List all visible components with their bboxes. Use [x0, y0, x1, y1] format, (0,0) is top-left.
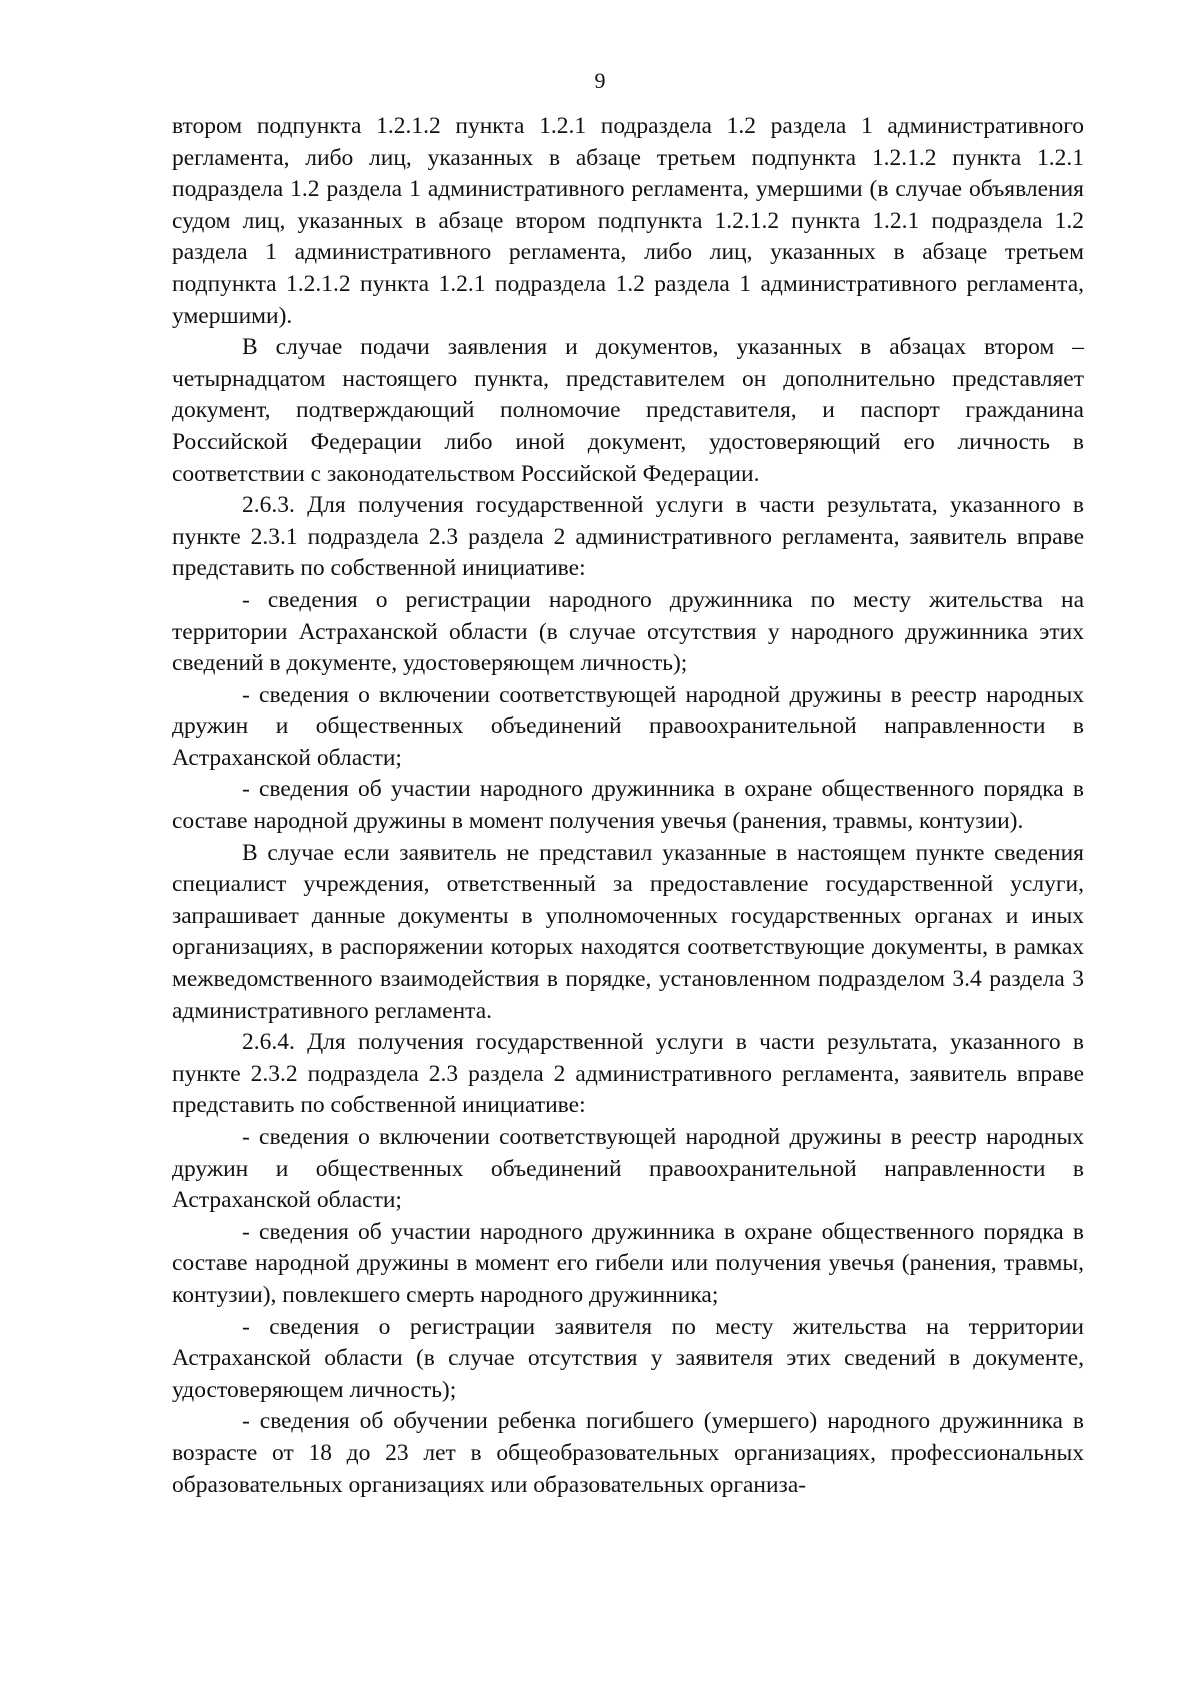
body-text: [172, 111, 1084, 1501]
paragraph-8: 2.6.4. Для получения государственной услуги в части результата, указанного в пункте 2.3.2 подраздела 2.3 раздела 2 административного регламента, заявитель вправе представить по собственной инициативе:: [172, 1029, 1084, 1119]
list-item: - сведения о включении соответствующей народной дружины в реестр народных дружин и общественных объединений правоохранительной направленности в Астраханской области;: [172, 681, 1084, 771]
list-item: - сведения о регистрации заявителя по месту жительства на территории Астраханской области (в случае отсутствия у заявителя этих сведений в документе, удостоверяющем личность);: [172, 1313, 1084, 1403]
paragraph-2: В случае подачи заявления и документов, указанных в абзацах втором – четырнадцатом настоящего пункта, представителем он дополнительно представляет документ, подтверждающий полномочие представителя, и паспорт гражданина Российской Федерации либо иной документ, удостоверяющий его личность в соответствии с законодательством Российской Федерации.: [172, 334, 1084, 487]
page-number: 9: [594, 68, 606, 93]
list-item: - сведения об участии народного дружинника в охране общественного порядка в составе народной дружины в момент получения увечья (ранения, травмы, контузии).: [172, 776, 1084, 835]
paragraph-3: 2.6.3. Для получения государственной услуги в части результата, указанного в пункте 2.3.1 подраздела 2.3 раздела 2 административного регламента, заявитель вправе представить по собственной инициативе:: [172, 492, 1084, 582]
list-item: - сведения об участии народного дружинника в охране общественного порядка в составе народной дружины в момент его гибели или получения увечья (ранения, травмы, контузии), повлекшего смерть народного дружинника;: [172, 1218, 1084, 1308]
paragraph-1: втором подпункта 1.2.1.2 пункта 1.2.1 подраздела 1.2 раздела 1 административного регламента, либо лиц, указанных в абзаце третьем подпункта 1.2.1.2 пункта 1.2.1 подраздела 1.2 раздела 1 административного регламента, умершими (в случае объявления судом лиц, указанных в абзаце втором подпункта 1.2.1.2 пункта 1.2.1 подраздела 1.2 раздела 1 административного регламента, либо лиц, указанных в абзаце третьем подпункта 1.2.1.2 пункта 1.2.1 подраздела 1.2 раздела 1 административного регламента, умершими).: [172, 113, 1084, 329]
list-item: - сведения о регистрации народного дружинника по месту жительства на территории Астраханской области (в случае отсутствия у народного дружинника этих сведений в документе, удостоверяющем личность);: [172, 586, 1084, 677]
paragraph-7: В случае если заявитель не представил указанные в настоящем пункте сведения специалист учреждения, ответственный за предоставление государственной услуги, запрашивает данные документы в уполномоченных государственных органах и иных организациях, в распоряжении которых находятся соответствующие документы, в рамках межведомственного взаимодействия в порядке, установленном подразделом 3.4 раздела 3 административного регламента.: [172, 839, 1084, 1024]
list-item: - сведения об обучении ребенка погибшего (умершего) народного дружинника в возрасте от 18 до 23 лет в общеобразовательных организациях, профессиональных образовательных организациях или образовательных организа-: [172, 1408, 1084, 1498]
list-item: - сведения о включении соответствующей народной дружины в реестр народных дружин и общественных объединений правоохранительной направленности в Астраханской области;: [172, 1124, 1084, 1214]
